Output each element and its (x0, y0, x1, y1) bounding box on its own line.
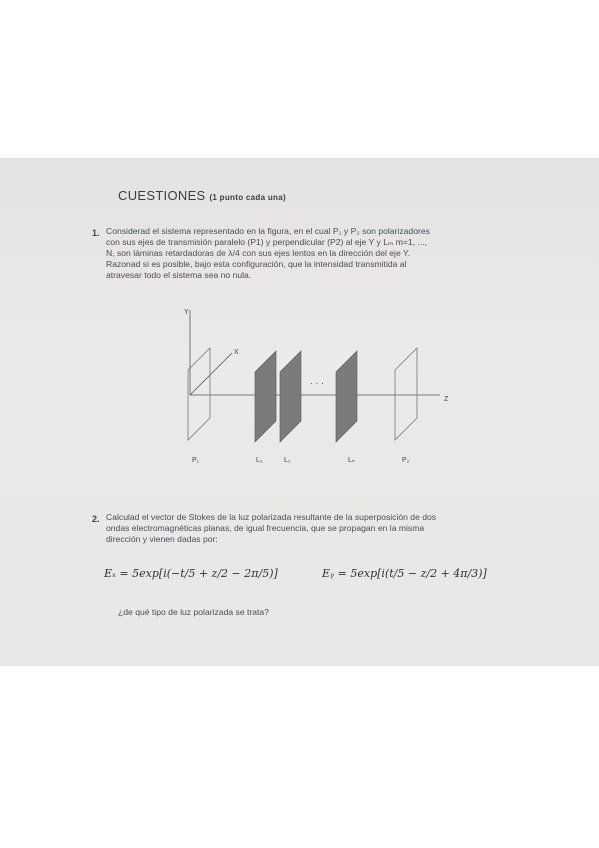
z-axis-label: Z (444, 396, 449, 403)
q1-line: con sus ejes de transmisión paralelo (P1) y perpendicular (P2) al eje Y y Lₘ m=1, ..., (106, 237, 428, 247)
ellipsis-dots: · · · (310, 378, 324, 388)
q1-line: Considerad el sistema representado en la figura, en el cual P₁ y P₂ son polarizadores (106, 226, 430, 236)
title-text: CUESTIONES (118, 188, 206, 203)
q1-line: N, son láminas retardadoras de λ/4 con sus ejes lentos en la dirección del eje Y. (106, 248, 410, 258)
question-2-prompt: ¿de qué tipo de luz polarizada se trata? (118, 607, 269, 617)
retarder-plate-l1 (255, 351, 276, 442)
x-axis (190, 353, 232, 395)
q1-line: Razonad si es posible, bajo esta configuración, que la intensidad transmitida al (106, 259, 407, 269)
retarder-plate-l2 (280, 351, 301, 442)
equation-ey: Eᵧ = 5exp[i(t/5 − z/2 + 4π/3)] (322, 567, 487, 580)
title-subtitle: (1 punto cada una) (209, 193, 286, 202)
equation-ex: Eₓ = 5exp[i(−t/5 + z/2 − 2π/5)] (104, 567, 278, 580)
label-p2: P₂ (402, 457, 410, 464)
question-1-number: 1. (92, 228, 100, 238)
retarder-plate-ln (336, 351, 357, 442)
optical-system-figure (170, 300, 470, 475)
q2-line: Calculad el vector de Stokes de la luz polarizada resultante de la superposición de dos (106, 512, 437, 522)
page-title (118, 188, 286, 203)
label-l2: L₂ (284, 457, 291, 464)
question-2-number: 2. (92, 514, 100, 524)
y-axis-label: Y (184, 309, 189, 316)
q2-line: dirección y vienen dadas por: (106, 534, 218, 544)
label-p1: P₁ (192, 457, 200, 464)
polarizer-p2 (395, 348, 417, 440)
q1-line: atravesar todo el sistema sea no nula. (106, 270, 252, 280)
label-ln: Lₙ (348, 457, 355, 464)
label-l1: L₁ (256, 457, 263, 464)
q2-line: ondas electromagnéticas planas, de igual frecuencia, que se propagan en la misma (106, 523, 425, 533)
x-axis-label: X (234, 349, 239, 356)
